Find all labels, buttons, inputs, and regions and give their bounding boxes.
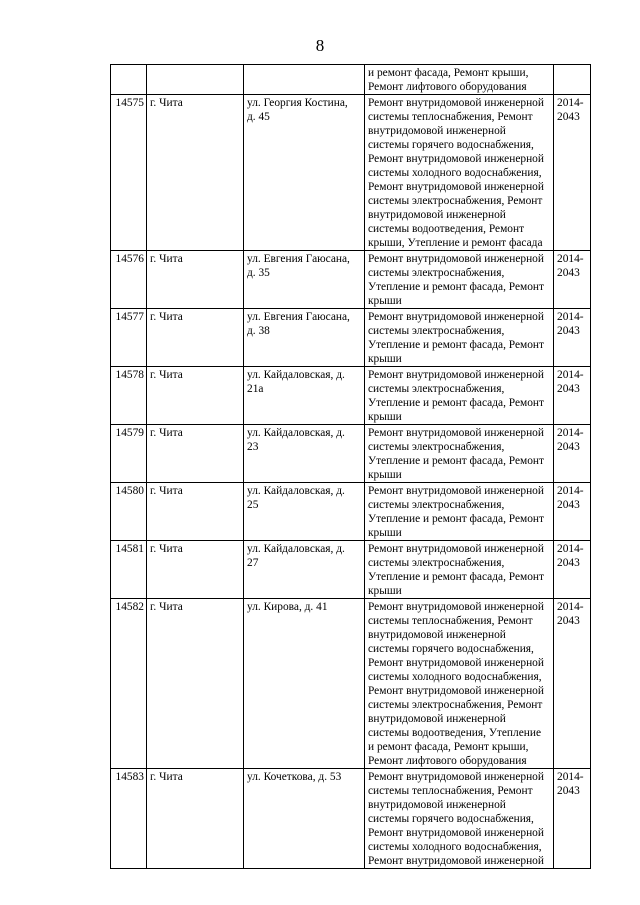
address-cell [244,95,365,251]
row-number-cell: 14575 [111,95,147,251]
work-line: Ремонт лифтового оборудования [368,81,527,93]
work-line: Ремонт внутридомовой инженерной [368,685,544,697]
work-line: системы холодного водоснабжения, [368,671,542,683]
work-line: внутридомовой инженерной [368,209,506,221]
repair-schedule-table [110,64,591,869]
period-line: 2014- [557,369,584,381]
city-cell: г. Чита [147,769,244,869]
period-line: 2014- [557,311,584,323]
table-row [111,309,591,367]
row-number-cell [111,65,147,95]
row-number-cell: 14578 [111,367,147,425]
table-body [111,65,591,869]
work-line: Ремонт внутридомовой инженерной [368,855,544,867]
row-number-cell: 14583 [111,769,147,869]
period-line: 2043 [557,267,580,279]
address-line: 25 [247,499,259,511]
work-line: системы холодного водоснабжения, [368,841,542,853]
address-line: ул. Евгения Гаюсана, [247,311,350,323]
work-line: Ремонт внутридомовой инженерной [368,771,544,783]
city-cell: г. Чита [147,251,244,309]
city-cell: г. Чита [147,483,244,541]
address-line: ул. Кайдаловская, д. [247,427,345,439]
work-line: крыши [368,353,402,365]
work-line: крыши, Утепление и ремонт фасада [368,237,543,249]
address-line: д. 38 [247,325,270,337]
period-line: 2014- [557,485,584,497]
period-line: 2043 [557,557,580,569]
city-cell: г. Чита [147,599,244,769]
address-line: ул. Георгия Костина, [247,97,348,109]
table-row [111,769,591,869]
work-line: системы горячего водоснабжения, [368,813,534,825]
address-line: ул. Кирова, д. 41 [247,601,328,613]
work-types-cell [365,95,554,251]
work-line: Утепление и ремонт фасада, Ремонт [368,455,544,467]
work-types-cell [365,425,554,483]
work-line: Ремонт внутридомовой инженерной [368,311,544,323]
page-number: 8 [315,36,325,55]
period-cell [554,95,591,251]
address-line: 21а [247,383,264,395]
city-cell: г. Чита [147,541,244,599]
table-row [111,599,591,769]
period-cell [554,309,591,367]
work-types-cell [365,251,554,309]
period-line: 2043 [557,785,580,797]
row-number-cell: 14577 [111,309,147,367]
work-line: Ремонт внутридомовой инженерной [368,181,544,193]
table-row [111,251,591,309]
work-line: системы электроснабжения, [368,325,505,337]
work-line: Утепление и ремонт фасада, Ремонт [368,281,544,293]
table-row [111,541,591,599]
period-cell [554,769,591,869]
work-line: Ремонт внутридомовой инженерной [368,601,544,613]
work-line: крыши [368,469,402,481]
work-line: крыши [368,527,402,539]
period-line: 2014- [557,253,584,265]
address-line: д. 35 [247,267,270,279]
work-line: системы теплоснабжения, Ремонт [368,111,533,123]
work-line: крыши [368,585,402,597]
table-row [111,95,591,251]
table-row [111,483,591,541]
row-number-cell: 14582 [111,599,147,769]
address-line: д. 45 [247,111,270,123]
row-number-cell: 14579 [111,425,147,483]
table-row [111,367,591,425]
work-types-cell [365,367,554,425]
work-line: системы электроснабжения, [368,557,505,569]
work-line: крыши [368,295,402,307]
period-cell [554,425,591,483]
work-line: системы электроснабжения, [368,499,505,511]
work-line: системы холодного водоснабжения, [368,167,542,179]
period-line: 2043 [557,615,580,627]
address-line: ул. Евгения Гаюсана, [247,253,350,265]
row-number-cell: 14576 [111,251,147,309]
work-line: Ремонт лифтового оборудования [368,755,527,767]
work-line: системы горячего водоснабжения, [368,139,534,151]
address-line: 23 [247,441,259,453]
table-row [111,425,591,483]
address-cell [244,541,365,599]
work-line: системы горячего водоснабжения, [368,643,534,655]
work-line: Утепление и ремонт фасада, Ремонт [368,339,544,351]
work-line: Утепление и ремонт фасада, Ремонт [368,513,544,525]
row-number-cell: 14580 [111,483,147,541]
work-line: Ремонт внутридомовой инженерной [368,657,544,669]
work-line: системы электроснабжения, [368,267,505,279]
period-line: 2043 [557,383,580,395]
work-line: Ремонт внутридомовой инженерной [368,253,544,265]
period-line: 2014- [557,771,584,783]
city-cell: г. Чита [147,425,244,483]
work-line: внутридомовой инженерной [368,799,506,811]
city-cell: г. Чита [147,309,244,367]
period-cell [554,251,591,309]
period-cell [554,599,591,769]
work-line: Утепление и ремонт фасада, Ремонт [368,571,544,583]
period-cell [554,483,591,541]
period-line: 2043 [557,441,580,453]
address-line: 27 [247,557,259,569]
work-line: Ремонт внутридомовой инженерной [368,543,544,555]
work-line: системы электроснабжения, Ремонт [368,699,543,711]
work-types-cell [365,483,554,541]
work-types-cell [365,769,554,869]
period-line: 2014- [557,601,584,613]
address-cell [244,251,365,309]
period-line: 2014- [557,543,584,555]
address-cell [244,367,365,425]
work-line: Ремонт внутридомовой инженерной [368,153,544,165]
city-cell: г. Чита [147,367,244,425]
address-cell [244,309,365,367]
work-line: внутридомовой инженерной [368,713,506,725]
period-cell [554,541,591,599]
period-cell [554,367,591,425]
address-cell [244,599,365,769]
work-types-cell [365,65,554,95]
address-cell [244,65,365,95]
work-line: системы электроснабжения, Ремонт [368,195,543,207]
work-line: системы водоотведения, Ремонт [368,223,525,235]
address-line: ул. Кайдаловская, д. [247,543,345,555]
period-line: 2043 [557,499,580,511]
work-line: Утепление и ремонт фасада, Ремонт [368,397,544,409]
period-line: 2014- [557,427,584,439]
period-cell [554,65,591,95]
period-line: 2043 [557,111,580,123]
row-number-cell: 14581 [111,541,147,599]
work-types-cell [365,541,554,599]
city-cell [147,65,244,95]
period-line: 2043 [557,325,580,337]
address-cell [244,769,365,869]
work-line: и ремонт фасада, Ремонт крыши, [368,741,529,753]
address-line: ул. Кайдаловская, д. [247,485,345,497]
work-line: и ремонт фасада, Ремонт крыши, [368,67,529,79]
table-row [111,65,591,95]
period-line: 2014- [557,97,584,109]
city-cell: г. Чита [147,95,244,251]
work-line: системы водоотведения, Утепление [368,727,542,739]
work-line: Ремонт внутридомовой инженерной [368,427,544,439]
address-cell [244,483,365,541]
address-line: ул. Кайдаловская, д. [247,369,345,381]
work-line: Ремонт внутридомовой инженерной [368,369,544,381]
work-line: внутридомовой инженерной [368,629,506,641]
work-line: системы электроснабжения, [368,441,505,453]
work-line: крыши [368,411,402,423]
work-line: Ремонт внутридомовой инженерной [368,827,544,839]
work-line: внутридомовой инженерной [368,125,506,137]
work-line: системы теплоснабжения, Ремонт [368,615,533,627]
address-cell [244,425,365,483]
work-types-cell [365,309,554,367]
work-line: Ремонт внутридомовой инженерной [368,97,544,109]
work-line: Ремонт внутридомовой инженерной [368,485,544,497]
work-line: системы теплоснабжения, Ремонт [368,785,533,797]
address-line: ул. Кочеткова, д. 53 [247,771,342,783]
work-line: системы электроснабжения, [368,383,505,395]
work-types-cell [365,599,554,769]
